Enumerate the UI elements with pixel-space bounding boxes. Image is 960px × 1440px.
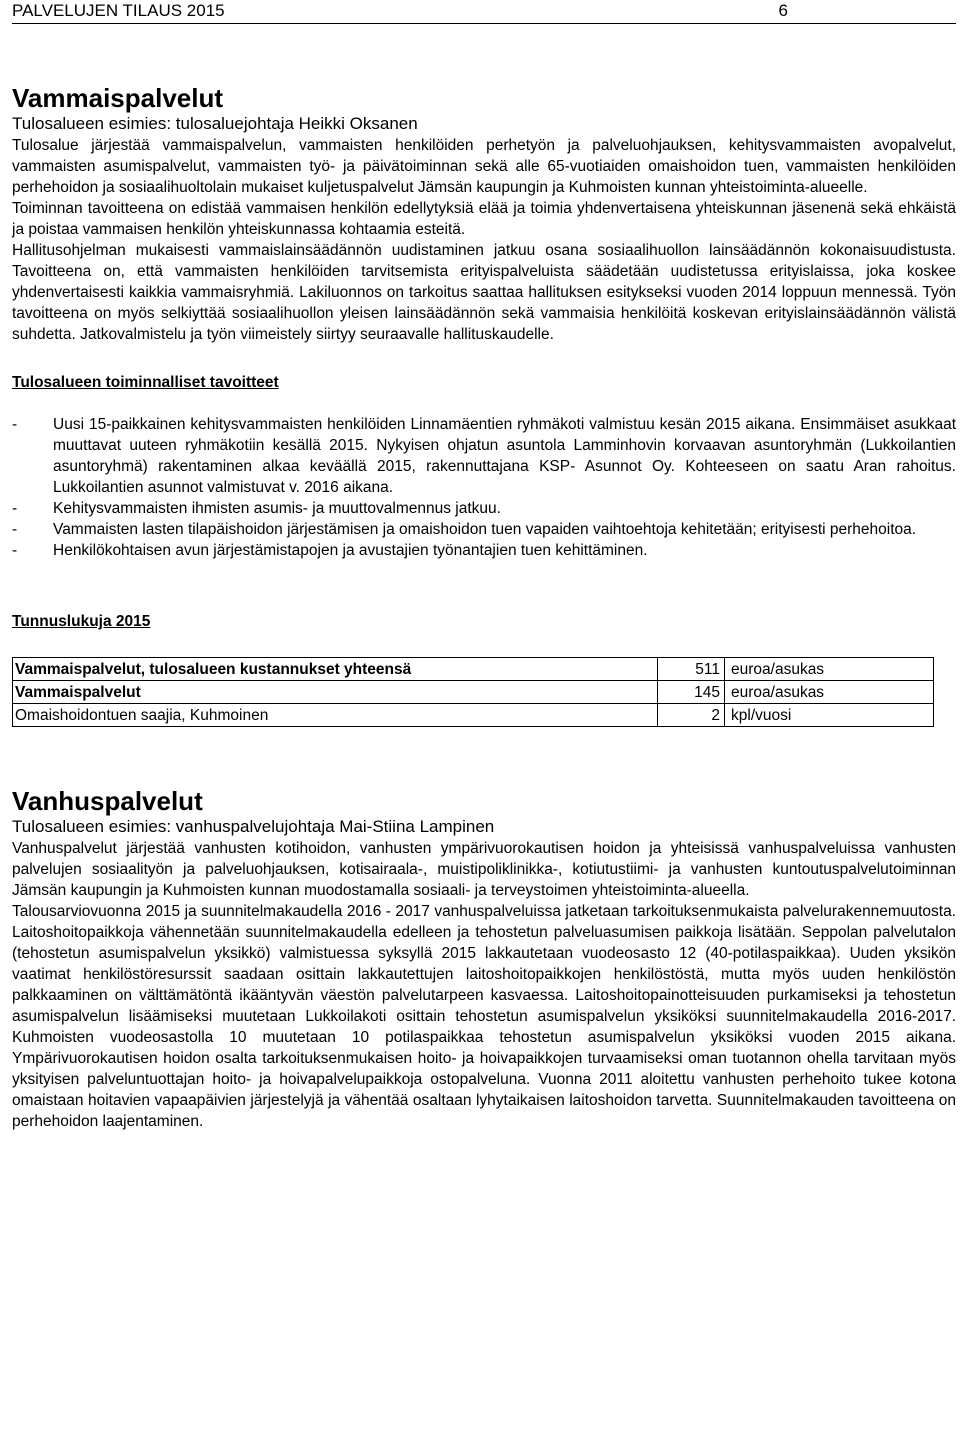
paragraph: Hallitusohjelman mukaisesti vammaislainsäädännön uudistaminen jatkuu osana sosiaalihuollon lainsäädännön kokonaisuudistusta. Tavoitteena on, että vammaisten henkilöiden tarvitsemista erityispalveluista säädetään uudistetussa erityislaissa, joka koskee yhdenvertaisesti kaikkia vammaisryhmiä. Lakiluonnos on tarkoitus saattaa hallituksen esitykseksi vuoden 2014 loppuun mennessä. Työn tavoitteena on myös selkiyttää sosiaalihuollon yleisen lainsäädännön sekä vammaisia henkilöitä koskevan erityislainsäädännön välistä suhdetta. Jatkovalmistelu ja työn viimeistely siirtyy seuraavalle hallituskaudelle. <box>12 242 956 343</box>
page-number: 6 <box>778 1 788 20</box>
section-subtitle: Tulosalueen esimies: vanhuspalvelujohtaja Mai-Stiina Lampinen <box>12 817 495 836</box>
kpi-unit: euroa/asukas <box>725 681 934 704</box>
kpi-value: 2 <box>658 704 725 727</box>
list-item: - Kehitysvammaisten ihmisten asumis- ja muuttovalmennus jatkuu. <box>12 498 956 519</box>
kpi-unit: euroa/asukas <box>725 658 934 681</box>
section-title-vammaispalvelut: Vammaispalvelut <box>12 83 223 113</box>
document-page <box>12 0 956 1132</box>
kpi-table <box>12 657 934 727</box>
list-item: - Uusi 15-paikkainen kehitysvammaisten henkilöiden Linnamäentien ryhmäkoti valmistuu kesän 2015 aikana. Ensimmäiset asukkaat muuttavat uuteen ryhmäkotiin kesällä 2015. Nykyisen ohjatun asuntola Lamminhovin korvaavan asuntoryhmän (Lukkoilantien asuntoryhmä) rakentaminen alkaa keväällä 2015, rakennuttajana KSP- Asunnot Oy. Kohteeseen on saatu Aran rahoitus. Lukkoilantien asunnot valmistuvat v. 2016 aikana. <box>12 414 956 498</box>
kpi-value: 511 <box>658 658 725 681</box>
table-row <box>13 681 934 704</box>
kpi-value: 145 <box>658 681 725 704</box>
section-subtitle: Tulosalueen esimies: tulosaluejohtaja Heikki Oksanen <box>12 114 418 133</box>
paragraph: Tulosalue järjestää vammaispalvelun, vammaisten henkilöiden perhetyön ja palveluohjauksen, kehitysvammaisten avopalvelut, vammaisten asumispalvelut, vammaisten työ- ja päivätoiminnan sekä alle 65-vuotiaiden omaishoidon tuen, vammaisten henkilöiden perhehoidon ja sosiaalihuoltolain mukaiset kuljetuspalvelut Jämsän kaupungin ja Kuhmoisten kunnan yhteistoiminta-alueelle. <box>12 137 956 196</box>
page-header <box>12 0 956 24</box>
kpi-label: Vammaispalvelut <box>13 681 658 704</box>
goals-list <box>12 414 956 561</box>
table-row <box>13 704 934 727</box>
paragraph: Talousarviovuonna 2015 ja suunnitelmakaudella 2016 - 2017 vanhuspalveluissa jatketaan tarkoituksenmukaista palvelurakennemuutosta. Laitoshoitopaikkoja vähennetään suunnitelmakaudella edelleen ja tehostetun palveluasumisen paikkoja lisätään. Seppolan palvelutalon (tehostetun asumispalvelun yksikkö) valmistuessa syksyllä 2015 lakkautetaan vuodeosasto 12 (40-potilaspaikkaa). Uuden yksikön vaatimat henkilöstöresurssit saadaan osittain lakkautettujen laitoshoitopaikkojen henkilöstöstä, mutta myös uuden henkilöstön palkkaaminen on välttämätöntä ikääntyvän väestön palvelutarpeen kasvaessa. Laitoshoitopainotteisuuden purkamiseksi ja tehostetun asumispalvelun lisäämiseksi muutetaan Lukkoilakoti osittain tehostetun asumispalvelun yksiköksi suunnitelmakaudella 2016-2017. Kuhmoisten vuodeosastolla 10 muutetaan 10 potilaspaikkaa tehostetun asumispalvelun yksiköksi vuoden 2015 aikana. Ympärivuorokautisen hoidon osalta tarkoituksenmukaisen hoito- ja hoivapaikkojen turvaamiseksi oman tuotannon ohella tarvitaan myös yksityisen palveluntuottajan hoito- ja hoivapalvelupaikkoja ostopalveluna. Vuonna 2011 aloitettu vanhusten perhehoito tukee kotona omaistaan hoitavien vapaapäivien järjestelyjä ja vähentää osaltaan lyhytaikaisen laitoshoidon tarvetta. Suunnitelmakauden tavoitteena on perhehoidon laajentaminen. <box>12 903 956 1130</box>
kpi-unit: kpl/vuosi <box>725 704 934 727</box>
list-item: - Vammaisten lasten tilapäishoidon järjestämisen ja omaishoidon tuen vapaiden vaihtoehtoja kehitetään; erityisesti perhehoitoa. <box>12 519 956 540</box>
kpi-heading: Tunnuslukuja 2015 <box>12 613 151 630</box>
kpi-label: Vammaispalvelut, tulosalueen kustannukset yhteensä <box>13 658 658 681</box>
paragraph: Vanhuspalvelut järjestää vanhusten kotihoidon, vanhusten ympärivuorokautisen hoidon ja yhteisissä vanhuspalveluissa vanhusten palvelujen sosiaalityön ja palveluohjauksen, kotisairaala-, muistipoliklinikka-, kotiutustiimi- ja vanhusten kuntoutuspalvelutoiminnan Jämsän kaupungin ja Kuhmoisten kunnan muodostamalla sosiaali- ja terveystoimen yhteistoiminta-alueella. <box>12 840 956 899</box>
kpi-label: Omaishoidontuen saajia, Kuhmoinen <box>13 704 658 727</box>
paragraph: Toiminnan tavoitteena on edistää vammaisen henkilön edellytyksiä elää ja toimia yhdenvertaisena yhteiskunnan jäsenenä sekä ehkäistä ja poistaa vammaisen henkilön yhteiskunnassa kohtaamia esteitä. <box>12 200 956 238</box>
header-title: PALVELUJEN TILAUS 2015 <box>12 1 225 20</box>
list-item: - Henkilökohtaisen avun järjestämistapojen ja avustajien työnantajien tuen kehittäminen. <box>12 540 956 561</box>
goals-heading: Tulosalueen toiminnalliset tavoitteet <box>12 374 279 391</box>
table-row <box>13 658 934 681</box>
section-title-vanhuspalvelut: Vanhuspalvelut <box>12 786 203 816</box>
